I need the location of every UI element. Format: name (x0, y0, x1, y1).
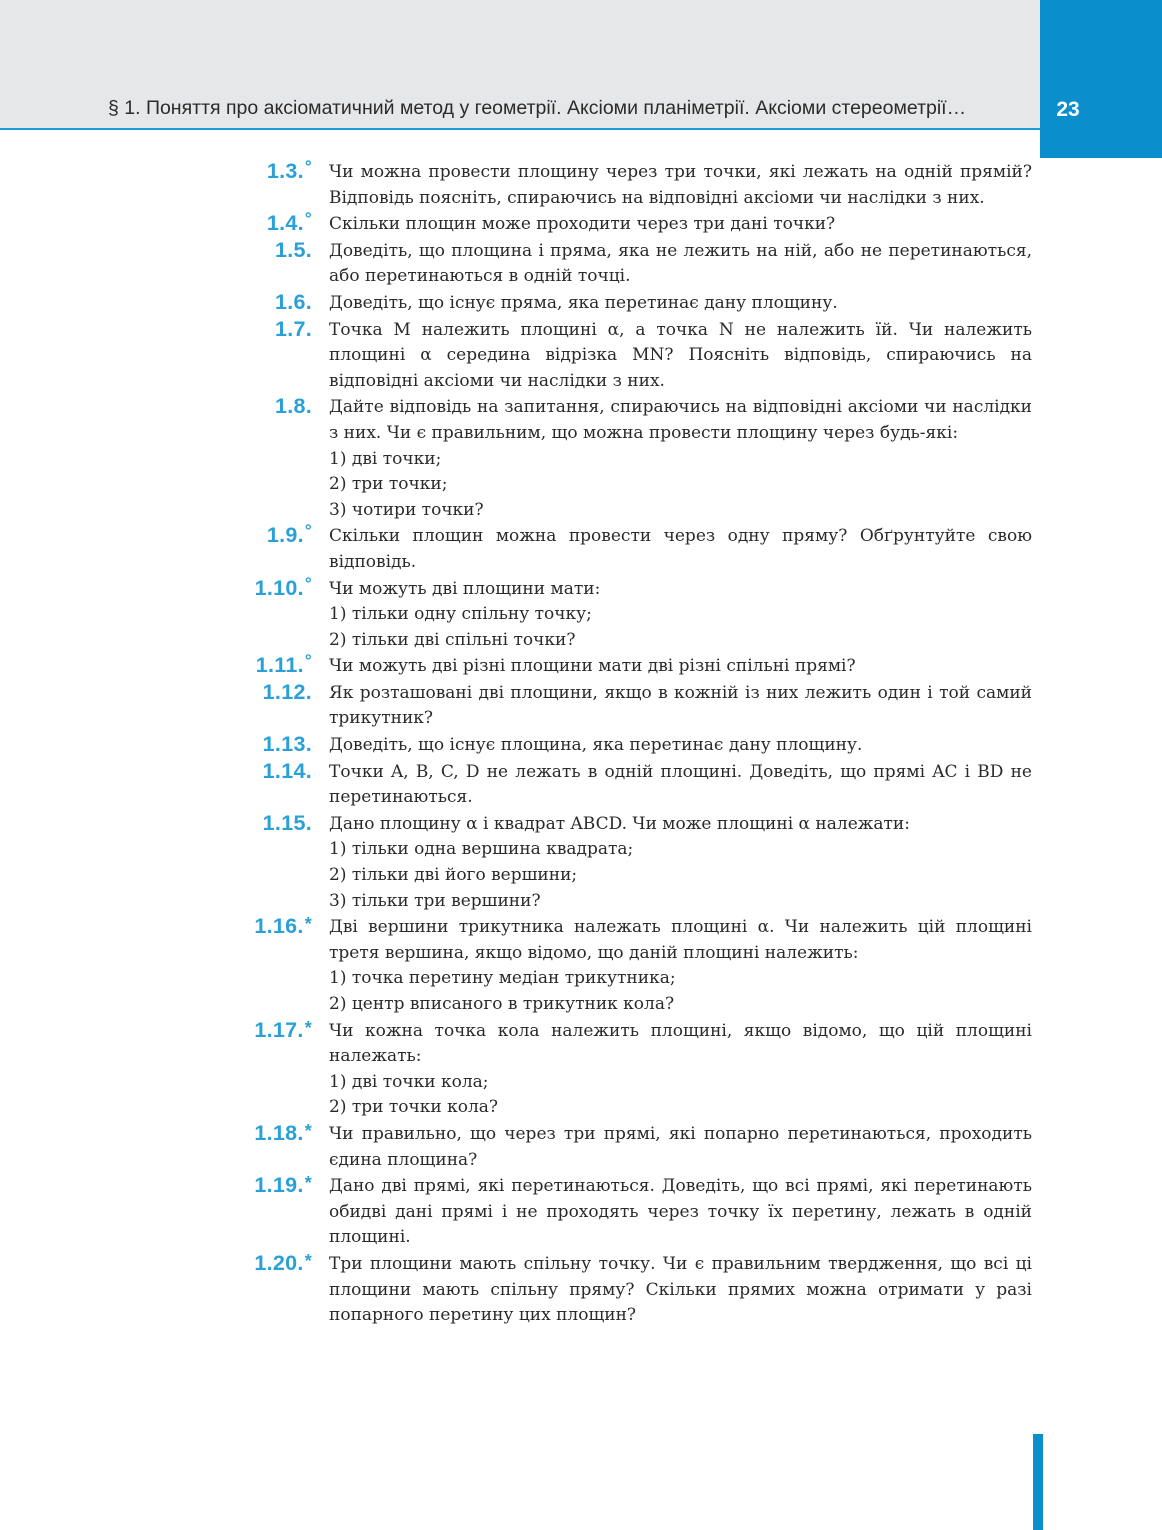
answer-option: 2) тільки дві спільні точки? (329, 629, 576, 650)
problem-item (0, 521, 1162, 575)
problem-text (329, 395, 1032, 523)
problem-text: Три площини мають спільну точку. Чи є правильним твердження, що всі ці площини мають спільну пряму? Скільки прямих можна отримати у разі попарного перетину цих площин? (329, 1253, 1032, 1326)
running-header-title: § 1. Поняття про аксіоматичний метод у геометрії. Аксіоми планіметрії. Аксіоми стереометрії… (108, 97, 967, 119)
answer-option: 1) точка перетину медіан трикутника; (329, 968, 676, 989)
problem-item (0, 239, 1162, 290)
problem-text: Точка M належить площині α, а точка N не належить їй. Чи належить площині α середина відрізка MN? Поясніть відповідь, спираючись на відповідні аксіоми чи наслідки з них. (329, 319, 1032, 391)
problem-text: Доведіть, що площина і пряма, яка не лежить на ній, або не перетинаються, або перетинаються в одній точці. (329, 240, 1032, 287)
problem-item (0, 681, 1162, 732)
problem-number: 1.17.* (254, 1017, 312, 1042)
problem-number: 1.5. (274, 237, 312, 262)
answer-option: 2) три точки кола? (329, 1097, 499, 1118)
problem-number: 1.19.* (254, 1173, 312, 1198)
problem-number: 1.3.° (266, 157, 312, 183)
problem-text: Чи можна провести площину через три точки, які лежать на одній прямій? Відповідь поясніть, спираючись на відповідні аксіоми чи наслідки з них. (329, 162, 1032, 208)
problem-text: Як розташовані дві площини, якщо в кожній із них лежить один і той самий трикутник? (329, 682, 1032, 729)
problem-text: Доведіть, що існує площина, яка перетинає дану площину. (329, 735, 863, 756)
problem-item (0, 318, 1162, 395)
problem-number: 1.10.° (254, 573, 312, 600)
problem-text: Чи можуть дві різні площини мати дві різні спільні прямі? (329, 656, 856, 677)
problem-item (0, 760, 1162, 811)
problem-number: 1.4.° (266, 209, 312, 236)
problem-item (0, 573, 1162, 654)
problem-item (0, 1019, 1162, 1121)
problem-item (0, 651, 1162, 680)
problem-number: 1.7. (274, 316, 312, 341)
answer-option: 3) чотири точки? (329, 499, 484, 520)
problem-text: Доведіть, що існує пряма, яка перетинає дану площину. (329, 292, 838, 313)
edge-marker (1033, 1434, 1043, 1530)
problem-number: 1.9.° (266, 521, 312, 548)
answer-option: 1) тільки одну спільну точку; (329, 604, 592, 625)
problem-item (0, 1174, 1162, 1251)
problem-question: Чи кожна точка кола належить площині, якщо відомо, що цій площині належать: (329, 1020, 1032, 1067)
problem-text: Точки A, B, C, D не лежать в одній площині. Доведіть, що прямі AC і BD не перетинаються. (329, 761, 1032, 808)
problem-number: 1.18.* (254, 1120, 312, 1145)
problem-number: 1.13. (262, 732, 312, 757)
problem-item (0, 812, 1162, 914)
answer-option: 1) дві точки; (329, 448, 442, 469)
problem-item (0, 395, 1162, 523)
header-divider (0, 128, 1040, 130)
answer-option: 2) центр вписаного в трикутник кола? (329, 994, 675, 1014)
problem-number: 1.15. (262, 810, 312, 835)
problem-text (329, 915, 1032, 1017)
problem-item (0, 209, 1162, 238)
answer-option: 1) тільки одна вершина квадрата; (329, 839, 634, 860)
answer-option: 2) три точки; (329, 474, 448, 495)
problem-text (329, 812, 1032, 914)
problem-list (0, 157, 1162, 1330)
problem-text: Дано дві прямі, які перетинаються. Доведіть, що всі прямі, які перетинають обидві дані прямі і не проходять через точку їх перетину, лежать в одній площині. (329, 1176, 1032, 1248)
page-number-tab (1040, 0, 1162, 158)
problem-number: 1.12. (262, 679, 312, 704)
problem-item (0, 1252, 1162, 1329)
problem-number: 1.8. (274, 394, 312, 419)
problem-item (0, 1122, 1162, 1173)
problem-number: 1.6. (274, 289, 312, 314)
answer-option: 2) тільки дві його вершини; (329, 865, 578, 886)
problem-text: Скільки площин можна провести через одну пряму? Обґрунтуйте свою відповідь. (329, 526, 1032, 572)
problem-item (0, 915, 1162, 1017)
problem-item (0, 733, 1162, 759)
problem-question: Дайте відповідь на запитання, спираючись на відповідні аксіоми чи наслідки з них. Чи є правильним, що можна провести площину через будь-які: (329, 397, 1032, 443)
problem-item (0, 291, 1162, 317)
problem-question: Дві вершини трикутника належать площині α. Чи належить цій площині третя вершина, якщо відомо, що даній площині належить: (329, 917, 1032, 963)
page-number: 23 (1056, 98, 1080, 121)
problem-text (329, 1019, 1032, 1121)
problem-number: 1.20.* (254, 1250, 312, 1275)
problem-question: Чи можуть дві площини мати: (329, 578, 601, 599)
problem-text: Чи правильно, що через три прямі, які попарно перетинаються, проходить єдина площина? (329, 1123, 1032, 1170)
problem-question: Дано площину α і квадрат ABCD. Чи може площині α належати: (329, 813, 910, 834)
problem-text: Скільки площин може проходити через три дані точки? (329, 214, 836, 235)
problem-item (0, 157, 1162, 211)
answer-option: 1) дві точки кола; (329, 1071, 489, 1092)
problem-text (329, 577, 1032, 654)
problem-number: 1.11.° (255, 651, 312, 678)
problem-number: 1.14. (262, 758, 312, 783)
answer-option: 3) тільки три вершини? (329, 890, 541, 911)
problem-number: 1.16.* (254, 914, 312, 939)
